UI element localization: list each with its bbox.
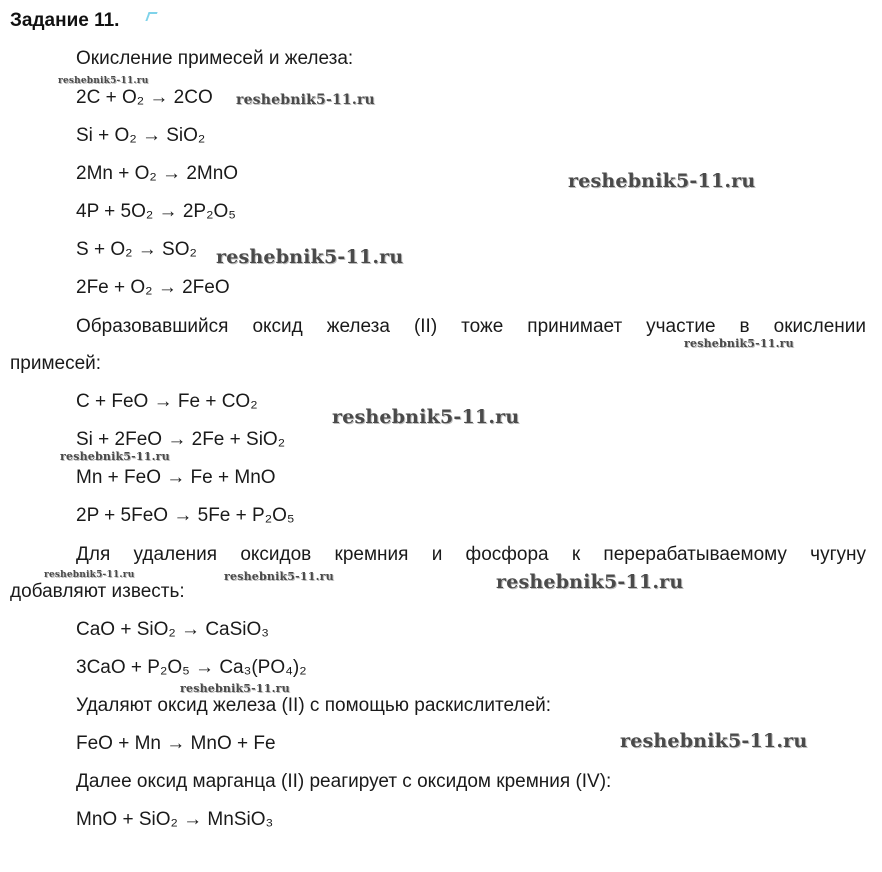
equation: S + O₂ → SO₂	[76, 239, 197, 260]
watermark: reshebnik5-11.ru	[180, 682, 290, 695]
equation: Si + 2FeO → 2Fe + SiO₂	[76, 429, 286, 450]
equation: C + FeO → Fe + CO₂	[76, 391, 258, 412]
watermark: reshebnik5-11.ru	[496, 571, 684, 593]
equation: 2Fe + O₂ → 2FeO	[76, 277, 230, 298]
equation: MnO + SiO₂ → MnSiO₃	[76, 809, 274, 830]
equation: 2P + 5FeO → 5Fe + P₂O₅	[76, 505, 295, 526]
watermark: reshebnik5-11.ru	[620, 730, 808, 752]
watermark: reshebnik5-11.ru	[684, 337, 794, 350]
watermark: reshebnik5-11.ru	[236, 92, 375, 108]
paragraph-line: Образовавшийся оксид железа (II) тоже принимает участие в окислении	[76, 316, 866, 337]
equation: CaO + SiO₂ → CaSiO₃	[76, 619, 270, 640]
equation: 4P + 5O₂ → 2P₂O₅	[76, 201, 236, 222]
paragraph-line: добавляют известь:	[10, 581, 185, 602]
equation: Si + O₂ → SiO₂	[76, 125, 206, 146]
paragraph-line: Для удаления оксидов кремния и фосфора к перерабатываемому чугуну	[76, 544, 866, 565]
equation: 3CaO + P₂O₅ → Ca₃(PO₄)₂	[76, 657, 307, 678]
equation: FeO + Mn → MnO + Fe	[76, 733, 276, 754]
watermark: reshebnik5-11.ru	[224, 570, 334, 583]
paragraph-line: Удаляют оксид железа (II) с помощью раскислителей:	[76, 695, 551, 716]
corner-mark-icon	[145, 12, 157, 21]
watermark: reshebnik5-11.ru	[568, 170, 756, 192]
watermark: reshebnik5-11.ru	[216, 246, 404, 268]
equation: Mn + FeO → Fe + MnO	[76, 467, 276, 488]
equation: 2Mn + O₂ → 2MnO	[76, 163, 239, 184]
paragraph-line: примесей:	[10, 353, 102, 374]
section-heading: Окисление примесей и железа:	[76, 48, 354, 69]
watermark: reshebnik5-11.ru	[332, 406, 520, 428]
equation: 2C + O₂ → 2CO	[76, 87, 213, 108]
watermark: reshebnik5-11.ru	[44, 570, 135, 580]
watermark: reshebnik5-11.ru	[58, 76, 149, 86]
paragraph-line: Далее оксид марганца (II) реагирует с оксидом кремния (IV):	[76, 771, 612, 792]
task-title: Задание 11.	[10, 10, 120, 31]
watermark: reshebnik5-11.ru	[60, 450, 170, 463]
